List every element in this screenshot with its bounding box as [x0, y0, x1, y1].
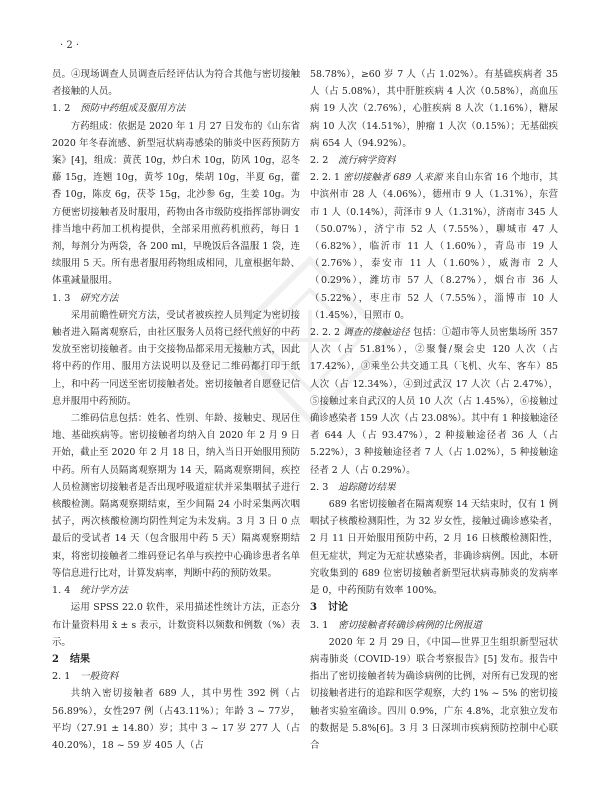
section-heading — [52, 100, 300, 117]
section-title: 调查的接触途径 — [343, 327, 410, 339]
paragraph — [310, 169, 558, 324]
section-number: 3. 1 — [310, 619, 329, 631]
paragraph: 运用 SPSS 22.0 软件，采用描述性统计方法，正态分布计量资料用 x̄ ± s 表示，计数资料以频数和例数（%）表示。 — [52, 602, 300, 648]
section-number: 2 — [52, 653, 59, 665]
section-number: 1. 2 — [52, 103, 71, 115]
paragraph-text: 来自山东省 16 个地市，其中滨州市 28 人（4.06%），德州市 9 人（1.31%），东营市 1 人（0.14%），菏泽市 9 人（1.31%），济南市 345 人（50.07%），济宁市 52 人（7.55%），聊城市 47 人（6.82%），临沂市 11 人（1.60%），青岛市 19 人（2.76%），泰安市 11 人（1.60%），威海市 2 人（0.29%），潍坊市 57 人（8.27%），烟台市 36 人（5.22%），枣庄市 52 人（7.55%），淄博市 10 人（1.45%），日照市 0。 — [310, 172, 559, 321]
left-column — [52, 66, 300, 754]
section-title: 密切接触者转确诊病例的比例报道 — [338, 619, 482, 631]
paragraph: 689 名密切接触者在隔离观察 14 天结束时，仅有 1 例咽拭子核酸检测阳性，为 32 岁女性，接触过确诊感染者，2 月 11 日开始服用预防中药，2 月 16 日核酸检测阳性，但无症状，判定为无症状感染者，非确诊病例。因此，本研究收集到的 689 位密切接触者新型冠状病毒肺炎的发病率是 0，中药预防有效率 100%。 — [310, 499, 558, 597]
paragraph: 58.78%），≥60 岁 7 人（占 1.02%）。有基础疾病者 35 人（占 5.08%），其中肝脏疾病 4 人次（0.58%），高血压病 19 人次（2.76%），心脏疾病 8 人次（1.16%），糖尿病 10 人次（14.51%），肿瘤 1 人次（0.15%）；无基础疾病 654 人（94.92%）。 — [310, 69, 558, 149]
section-number: 1. 3 — [52, 292, 71, 304]
page-number: · 2 · — [60, 40, 80, 51]
section-title: 讨论 — [328, 602, 348, 614]
paragraph: 采用前瞻性研究方法，受试者被疾控人员判定为密切接触者进入隔离观察后，由社区服务人员将已经代煎好的中药发放至密切接触者。由于交接物品都采用无接触方式，因此将中药的作用、服用方法说明以及登记二维码都打印于纸上，和中药一同送至密切接触者处。密切接触者自愿登记信息并服用中药预防。 — [52, 309, 300, 407]
section-heading — [52, 668, 300, 685]
section-heading — [310, 617, 558, 634]
section-number: 2. 3 — [310, 481, 329, 493]
section-heading — [52, 290, 300, 307]
section-title: 统计学方法 — [80, 585, 128, 597]
paragraph — [310, 324, 558, 479]
paragraph: 方药组成：依据是 2020 年 1 月 27 日发布的《山东省 2020 年冬春流感、新型冠状病毒感染的肺炎中医药预防方案》[4]，组成：黄芪 10g，炒白术 10g，防风 10g，忍冬藤 15g，连翘 10g，黄芩 10g，柴胡 10g，半夏 6g，藿香 10g，陈皮 6g，茯苓 15g，北沙参 6g，生姜 10g。为方便密切接触者及时服用，药物由各市级防疫指挥部协调安排当地中药加工机构提供，全部采用煎药机煎药，每日 1 剂，每剂分为两袋，各 200 ml，早晚饭后各温服 1 袋，连续服用 5 天。所有患者服用药物组成相同，儿童根据年龄、体重减量服用。 — [52, 120, 300, 287]
section-heading — [310, 599, 558, 616]
section-heading — [310, 479, 558, 496]
section-heading — [310, 152, 558, 169]
paragraph: 二维码信息包括：姓名、性别、年龄、接触史、现居住地、基础疾病等。密切接触者均纳入自 2020 年 2 月 9 日开始，截止至 2020 年 2 月 18 日，纳入当日开始服用预防中药。所有人员隔离观察期为 14 天，隔离观察期间，疾控人员检测密切接触者是否出现呼吸道症状并采集咽拭子进行核酸检测。隔离观察期结束，至少间隔 24 小时采集两次咽拭子，两次核酸检测均阴性判定为未发病。3 月 3 日 0 点最后的受试者 14 天（包含服用中药 5 天）隔离观察期结束，将密切接触者二维码登记名单与疾控中心确诊患者名单等信息进行比对，计算发病率，判断中药的预防效果。 — [52, 413, 300, 579]
section-title: 研究方法 — [80, 292, 119, 304]
section-title: 密切接触者 689 人来源 — [343, 172, 443, 184]
section-heading — [52, 651, 300, 668]
section-heading — [52, 582, 300, 599]
paragraph: 共纳入密切接触者 689 人，其中男性 392 例（占56.89%），女性297 例（占43.11%）；年龄 3 ~ 77岁，平均（27.91 ± 14.80）岁；其中 3 ~ 17 岁 277 人（占 40.20%），18 ~ 59 岁 405 人（占 — [52, 688, 300, 751]
section-title: 结果 — [70, 653, 90, 665]
section-number: 1. 4 — [52, 585, 71, 597]
section-title: 追踪随访结果 — [338, 481, 396, 493]
section-number: 2. 2. 1 — [310, 172, 340, 184]
section-title: 一般资料 — [80, 671, 119, 683]
paragraph-text: 包括：①超市等人员密集场所 357 人次（占 51.81%），②聚餐/聚会史 120 人次（占 17.42%），③乘坐公共交通工具（飞机、火车、客车）85 人次（占 12.34%），④到过武汉 17 人次（占 2.47%），⑤接触过来自武汉的人员 10 人次（占 1.45%），⑥接触过确诊感染者 159 人次（占 23.08%）。其中有 1 种接触途径者 644 人（占 93.47%），2 种接触途径者 36 人（占 5.22%），3 种接触途径者 7 人（占 1.02%），5 种接触途径者 2 人（占 0.29%）。 — [310, 327, 558, 476]
section-number: 3 — [310, 602, 317, 614]
section-number: 2. 2 — [310, 155, 329, 167]
paragraph: 员。④现场调查人员调查后经评估认为符合其他与密切接触者接触的人员。 — [52, 69, 300, 98]
section-number: 2. 1 — [52, 671, 71, 683]
right-column — [310, 66, 558, 754]
section-title: 预防中药组成及服用方法 — [80, 103, 186, 115]
section-title: 流行病学资料 — [338, 155, 396, 167]
section-number: 2. 2. 2 — [310, 327, 341, 339]
paragraph: 2020 年 2 月 29 日，《中国—世界卫生组织新型冠状病毒肺炎（COVID-19）联合考察报告》[5] 发布。报告中指出了密切接触者转为确诊病例的比例，对所有已发现的密切接触者进行的追踪和医学观察，大约 1% ~ 5% 的密切接触者实验室确诊。四川 0.9%，广东 4.8%，北京独立发布的数据是 5.8%[6]。3 月 3 日深圳市疾病预防控制中心联合 — [310, 636, 558, 751]
